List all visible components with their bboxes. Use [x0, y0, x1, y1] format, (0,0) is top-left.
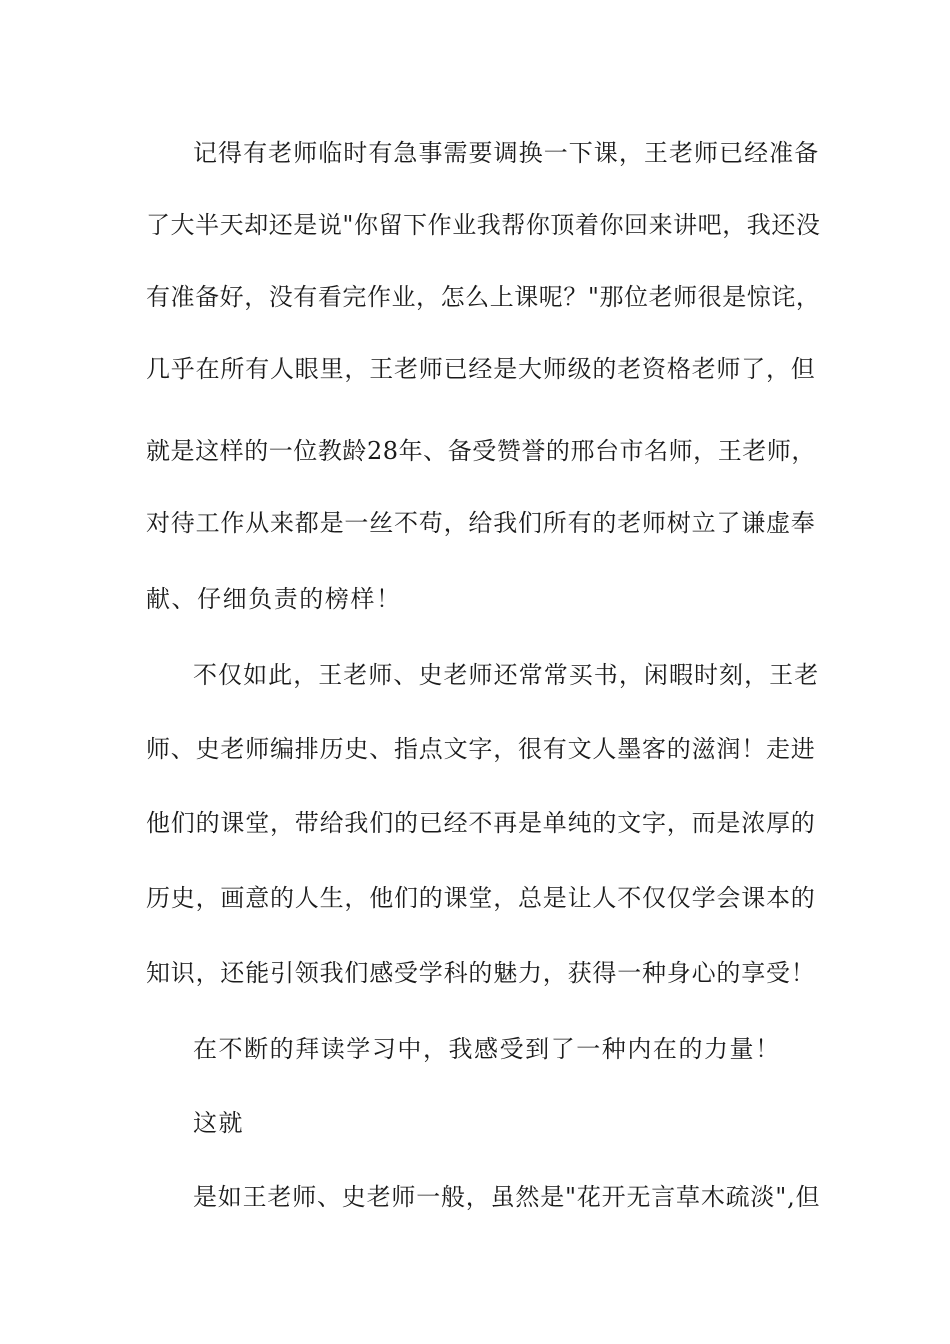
text-line: 有准备好，没有看完作业，怎么上课呢？"那位老师很是惊诧，: [146, 283, 821, 311]
text-line: 就是这样的一位教龄28年、备受赞誉的邢台市名师，王老师，: [146, 437, 816, 465]
text-line: 这就: [193, 1109, 245, 1137]
text-line: 师、史老师编排历史、指点文字，很有文人墨客的滋润！走进: [146, 735, 816, 763]
text-line: 献、仔细负责的榜样！: [146, 585, 402, 613]
text-line: 几乎在所有人眼里，王老师已经是大师级的老资格老师了，但: [146, 355, 816, 383]
text-line: 在不断的拜读学习中，我感受到了一种内在的力量！: [193, 1035, 781, 1063]
text-line: 是如王老师、史老师一般，虽然是"花开无言草木疏淡",但: [193, 1183, 821, 1211]
text-line: 记得有老师临时有急事需要调换一下课，王老师已经准备: [193, 139, 820, 167]
text-line: 了大半天却还是说"你留下作业我帮你顶着你回来讲吧，我还没: [146, 211, 821, 239]
text-line: 历史，画意的人生，他们的课堂，总是让人不仅仅学会课本的: [146, 884, 816, 912]
text-line: 他们的课堂，带给我们的已经不再是单纯的文字，而是浓厚的: [146, 809, 816, 837]
text-line: 不仅如此，王老师、史老师还常常买书，闲暇时刻，王老: [193, 661, 820, 689]
text-line: 对待工作从来都是一丝不苟，给我们所有的老师树立了谦虚奉: [146, 509, 816, 537]
text-line: 知识，还能引领我们感受学科的魅力，获得一种身心的享受！: [146, 959, 816, 987]
